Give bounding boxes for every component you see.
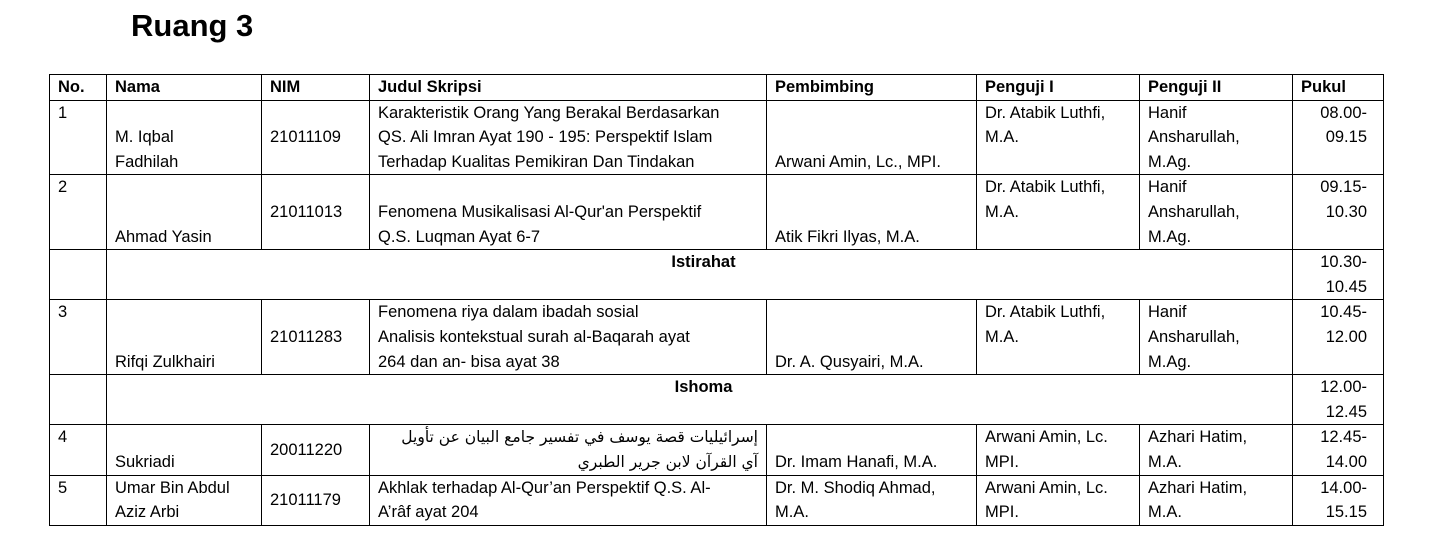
header-pukul: Pukul [1293, 75, 1384, 101]
cell-no: 5 [50, 475, 107, 525]
pukul-line: 14.00 [1325, 452, 1367, 471]
penguji1-line: MPI. [985, 452, 1019, 471]
cell-nama [107, 475, 262, 525]
cell-nama [107, 100, 262, 175]
table-row [50, 475, 1384, 525]
header-no: No. [50, 75, 107, 101]
nama-line: M. Iqbal [115, 128, 174, 147]
penguji1-line: Dr. Atabik Luthfi, [985, 303, 1106, 322]
page-title: Ruang 3 [131, 8, 254, 43]
cell-pukul [1293, 375, 1384, 425]
pukul-line: 10.30- [1320, 253, 1367, 272]
break-row [50, 375, 1384, 425]
nama-line: Umar Bin Abdul [115, 478, 230, 497]
cell-judul [370, 175, 767, 250]
penguji2-line: M.Ag. [1148, 227, 1192, 246]
header-penguji1: Penguji I [977, 75, 1140, 101]
cell-nama: Rifqi Zulkhairi [107, 300, 262, 375]
cell-nama: Ahmad Yasin [107, 175, 262, 250]
nama-line: Aziz Arbi [115, 503, 180, 522]
judul-line: إسرائيليات قصة يوسف في تفسير جامع البيان عن تأويل [401, 428, 758, 447]
cell-penguji1 [977, 175, 1140, 250]
penguji2-line: M.A. [1148, 452, 1182, 471]
cell-no: 2 [50, 175, 107, 250]
cell-no: 4 [50, 425, 107, 475]
judul-line: آي القرآن لابن جرير الطبري [577, 452, 758, 471]
cell-pembimbing: Arwani Amin, Lc., MPI. [767, 100, 977, 175]
cell-penguji2 [1140, 475, 1293, 525]
cell-penguji2 [1140, 425, 1293, 475]
cell-pukul [1293, 250, 1384, 300]
cell-pukul [1293, 300, 1384, 375]
penguji2-line: Ansharullah, [1148, 327, 1240, 346]
cell-penguji2 [1140, 100, 1293, 175]
penguji2-line: Hanif [1148, 103, 1187, 122]
pukul-line: 09.15 [1325, 128, 1367, 147]
cell-nim: 21011283 [262, 300, 370, 375]
judul-line: Terhadap Kualitas Pemikiran Dan Tindakan [378, 152, 695, 171]
cell-pembimbing: Dr. A. Qusyairi, M.A. [767, 300, 977, 375]
cell-judul [370, 425, 767, 475]
cell-judul [370, 100, 767, 175]
penguji2-line: Ansharullah, [1148, 202, 1240, 221]
cell-nim: 21011109 [262, 100, 370, 175]
pukul-line: 12.00 [1325, 327, 1367, 346]
cell-pembimbing: Atik Fikri Ilyas, M.A. [767, 175, 977, 250]
header-penguji2: Penguji II [1140, 75, 1293, 101]
penguji1-line: M.A. [985, 202, 1019, 221]
penguji2-line: M.Ag. [1148, 352, 1192, 371]
cell-pembimbing [767, 475, 977, 525]
table-row [50, 300, 1384, 375]
table-row [50, 100, 1384, 175]
table-row [50, 175, 1384, 250]
penguji1-line: M.A. [985, 128, 1019, 147]
penguji2-line: Azhari Hatim, [1148, 428, 1248, 447]
penguji1-line: Arwani Amin, Lc. [985, 478, 1108, 497]
cell-pembimbing: Dr. Imam Hanafi, M.A. [767, 425, 977, 475]
pukul-line: 15.15 [1325, 503, 1367, 522]
cell-nim: 21011013 [262, 175, 370, 250]
header-judul: Judul Skripsi [370, 75, 767, 101]
cell-no-empty [50, 375, 107, 425]
penguji1-line: Dr. Atabik Luthfi, [985, 103, 1106, 122]
cell-penguji2 [1140, 300, 1293, 375]
pukul-line: 08.00- [1320, 103, 1367, 122]
penguji2-line: Ansharullah, [1148, 128, 1240, 147]
judul-line: A’râf ayat 204 [378, 503, 479, 522]
cell-no: 1 [50, 100, 107, 175]
pukul-line: 10.45 [1325, 277, 1367, 296]
cell-pukul [1293, 175, 1384, 250]
penguji2-line: Hanif [1148, 178, 1187, 197]
break-row [50, 250, 1384, 300]
judul-line: QS. Ali Imran Ayat 190 - 195: Perspektif Islam [378, 128, 713, 147]
cell-no-empty [50, 250, 107, 300]
cell-judul [370, 300, 767, 375]
header-nim: NIM [262, 75, 370, 101]
pukul-line: 10.45- [1320, 303, 1367, 322]
judul-line: Fenomena riya dalam ibadah sosial [378, 303, 639, 322]
break-label: Ishoma [107, 375, 1293, 425]
judul-line: 264 dan an- bisa ayat 38 [378, 352, 560, 371]
header-pembimbing: Pembimbing [767, 75, 977, 101]
pukul-line: 10.30 [1325, 202, 1367, 221]
cell-no: 3 [50, 300, 107, 375]
cell-pukul [1293, 425, 1384, 475]
cell-penguji2 [1140, 175, 1293, 250]
penguji1-line: Arwani Amin, Lc. [985, 428, 1108, 447]
penguji1-line: Dr. Atabik Luthfi, [985, 178, 1106, 197]
pembimbing-line: Dr. M. Shodiq Ahmad, [775, 478, 936, 497]
cell-pukul [1293, 100, 1384, 175]
cell-judul [370, 475, 767, 525]
penguji1-line: MPI. [985, 503, 1019, 522]
judul-line: Akhlak terhadap Al-Qur’an Perspektif Q.S. Al- [378, 478, 711, 497]
pembimbing-line: M.A. [775, 503, 809, 522]
cell-penguji1 [977, 100, 1140, 175]
penguji2-line: M.A. [1148, 503, 1182, 522]
pukul-line: 12.45 [1325, 402, 1367, 421]
judul-line: Fenomena Musikalisasi Al-Qur'an Perspektif [378, 202, 702, 221]
judul-line: Q.S. Luqman Ayat 6-7 [378, 227, 541, 246]
header-nama: Nama [107, 75, 262, 101]
judul-line: Karakteristik Orang Yang Berakal Berdasarkan [378, 103, 720, 122]
penguji1-line: M.A. [985, 327, 1019, 346]
schedule-table [49, 74, 1384, 526]
nama-line: Fadhilah [115, 152, 179, 171]
judul-line: Analisis kontekstual surah al-Baqarah ayat [378, 327, 690, 346]
cell-nim: 21011179 [262, 475, 370, 525]
cell-pukul [1293, 475, 1384, 525]
cell-penguji1 [977, 300, 1140, 375]
pukul-line: 14.00- [1320, 478, 1367, 497]
pukul-line: 09.15- [1320, 178, 1367, 197]
penguji2-line: Hanif [1148, 303, 1187, 322]
break-label: Istirahat [107, 250, 1293, 300]
penguji2-line: Azhari Hatim, [1148, 478, 1248, 497]
pukul-line: 12.45- [1320, 428, 1367, 447]
cell-nim: 20011220 [262, 425, 370, 475]
cell-penguji1 [977, 475, 1140, 525]
header-row [50, 75, 1384, 101]
table-row [50, 425, 1384, 475]
penguji2-line: M.Ag. [1148, 152, 1192, 171]
cell-nama: Sukriadi [107, 425, 262, 475]
pukul-line: 12.00- [1320, 378, 1367, 397]
cell-penguji1 [977, 425, 1140, 475]
